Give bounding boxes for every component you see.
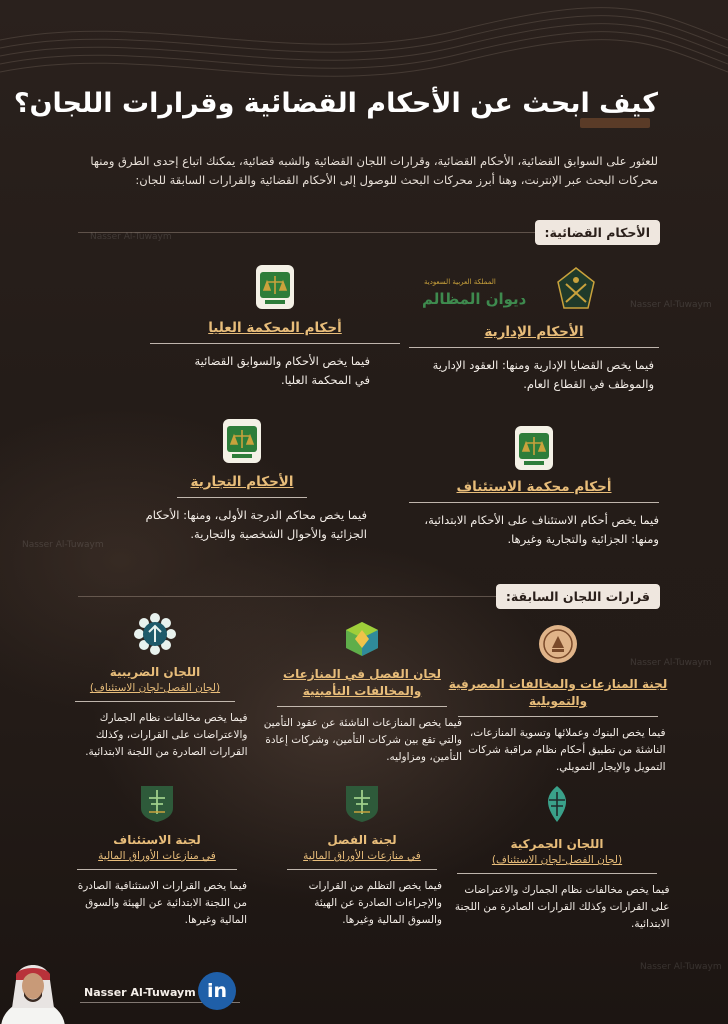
card-appeals-court [404,425,664,549]
ministry-of-justice-icon [222,418,262,464]
cma-committee-icon [342,780,382,824]
card-banking-committee [448,624,668,776]
card-securities-appeals-committee [62,780,252,929]
card-commercial-judgments [112,418,372,544]
card-rule [458,716,658,717]
page-title: كيف ابحث عن الأحكام القضائية وقرارات اللجان؟ [13,88,658,119]
card-tax-committees [60,612,250,761]
insurance-committee-icon [343,620,381,658]
card-rule [409,347,659,348]
card-title[interactable]: الأحكام التجارية [190,474,294,490]
card-description: فيما يخص المنازعات الناشئة عن عقود التأمين والتي تقع بين شركات التأمين، وشركات إعادة التأمين، ومزاوليه. [263,717,462,763]
watermark: Nasser Al-Tuwaym [640,962,722,972]
avatar [0,950,66,1024]
card-description: فيما يخص مخالفات نظام الجمارك والاعتراضات على القرارات وكذلك القرارات الصادرة من اللجنة الابتدائية. [454,884,670,930]
card-rule [287,869,437,870]
section-divider [78,232,538,233]
card-title[interactable]: أحكام محكمة الاستئناف [456,479,612,495]
card-subtitle[interactable]: في منازعات الأوراق المالية [98,850,216,862]
card-rule [177,497,307,498]
card-administrative-judgments [404,264,664,394]
card-title[interactable]: لجان الفصل في المنازعات والمخالفات التأمينية [283,667,441,698]
card-title[interactable]: اللجان الجمركية [510,837,604,851]
card-title[interactable]: اللجان الضريبية [109,665,201,679]
watermark: Nasser Al-Tuwaym [630,658,712,668]
section-title-committees: قرارات اللجان السابقة: [496,584,660,609]
card-rule [75,701,235,702]
ministry-of-justice-icon [255,264,295,310]
card-rule [409,502,659,503]
card-subtitle[interactable]: (لجان الفصل-لجان الاستئناف) [89,682,221,694]
card-description: فيما يخص القضايا الإدارية ومنها: العقود الإدارية والموظف في القطاع العام. [432,358,654,391]
author-name: Nasser Al-Tuwaym [84,986,196,999]
card-supreme-court [145,264,405,390]
card-insurance-committee [262,620,462,766]
card-customs-committees [442,784,672,933]
card-description: فيما يخص البنوك وعملائها وتسوية المنازعات، الناشئة من تطبيق أحكام نظام مراقبة شركات التمويل والإيجار التمويلي. [468,727,666,773]
card-description: فيما يخص القرارات الاستئنافية الصادرة من اللجنة الابتدائية عن الهيئة والسوق المالية وغيرها. [77,880,247,926]
card-securities-committee [272,780,452,929]
logo-text: ديوان المظالم [422,290,527,308]
watermark: Nasser Al-Tuwaym [90,232,172,242]
cma-committee-icon [137,780,177,824]
linkedin-icon[interactable]: in [198,972,236,1010]
card-rule [277,706,447,707]
ministry-of-justice-icon [514,425,554,471]
card-subtitle[interactable]: في منازعات الأوراق المالية [303,850,421,862]
watermark: Nasser Al-Tuwaym [630,300,712,310]
intro-text: للعثور على السوابق القضائية، الأحكام القضائية، وقرارات اللجان القضائية والشبه قضائية، يمكنك اتباع إحدى الطرق ومنها محركات البحث عبر الإنترنت، وهنا أبرز محركات البحث للوصول إلى الأحكام القضائية والقرارات السابقة للجان: [90,154,658,187]
watermark: Nasser Al-Tuwaym [22,540,104,550]
card-title[interactable]: الأحكام الإدارية [484,324,584,340]
section-divider [78,596,508,597]
sama-logo-icon [538,624,578,664]
board-of-grievances-logo [404,264,664,318]
card-rule [457,873,657,874]
card-description: فيما يخص محاكم الدرجة الأولى، ومنها: الأحكام الجزائية والأحوال الشخصية والتجارية. [145,508,367,541]
card-rule [77,869,237,870]
card-title[interactable]: لجنة الفصل [327,833,397,847]
card-rule [150,343,400,344]
card-description: فيما يخص التظلم من القرارات والإجراءات الصادرة عن الهيئة والسوق المالية وغيرها. [308,880,442,926]
card-subtitle[interactable]: (لجان الفصل-لجان الاستئناف) [491,854,623,866]
zatca-logo-icon [133,612,177,656]
section-title-judgments: الأحكام القضائية: [535,220,660,245]
card-title[interactable]: أحكام المحكمة العليا [208,320,342,336]
card-title[interactable]: لجنة الاستئناف [113,833,201,847]
customs-logo-icon [537,784,577,824]
card-title[interactable]: لجنة المنازعات والمخالفات المصرفية والتمويلية [448,677,668,708]
card-description: فيما يخص مخالفات نظام الجمارك والاعتراضات على القرارات، وكذلك القرارات الصادرة من اللجنة الابتدائية. [85,712,248,758]
logo-text-top: المملكة العربية السعودية [424,278,496,286]
card-description: فيما يخص الأحكام والسوابق القضائية في المحكمة العليا. [194,354,370,387]
card-description: فيما يخص أحكام الاستئناف على الأحكام الابتدائية، ومنها: الجزائية والتجارية وغيرها. [424,513,659,546]
